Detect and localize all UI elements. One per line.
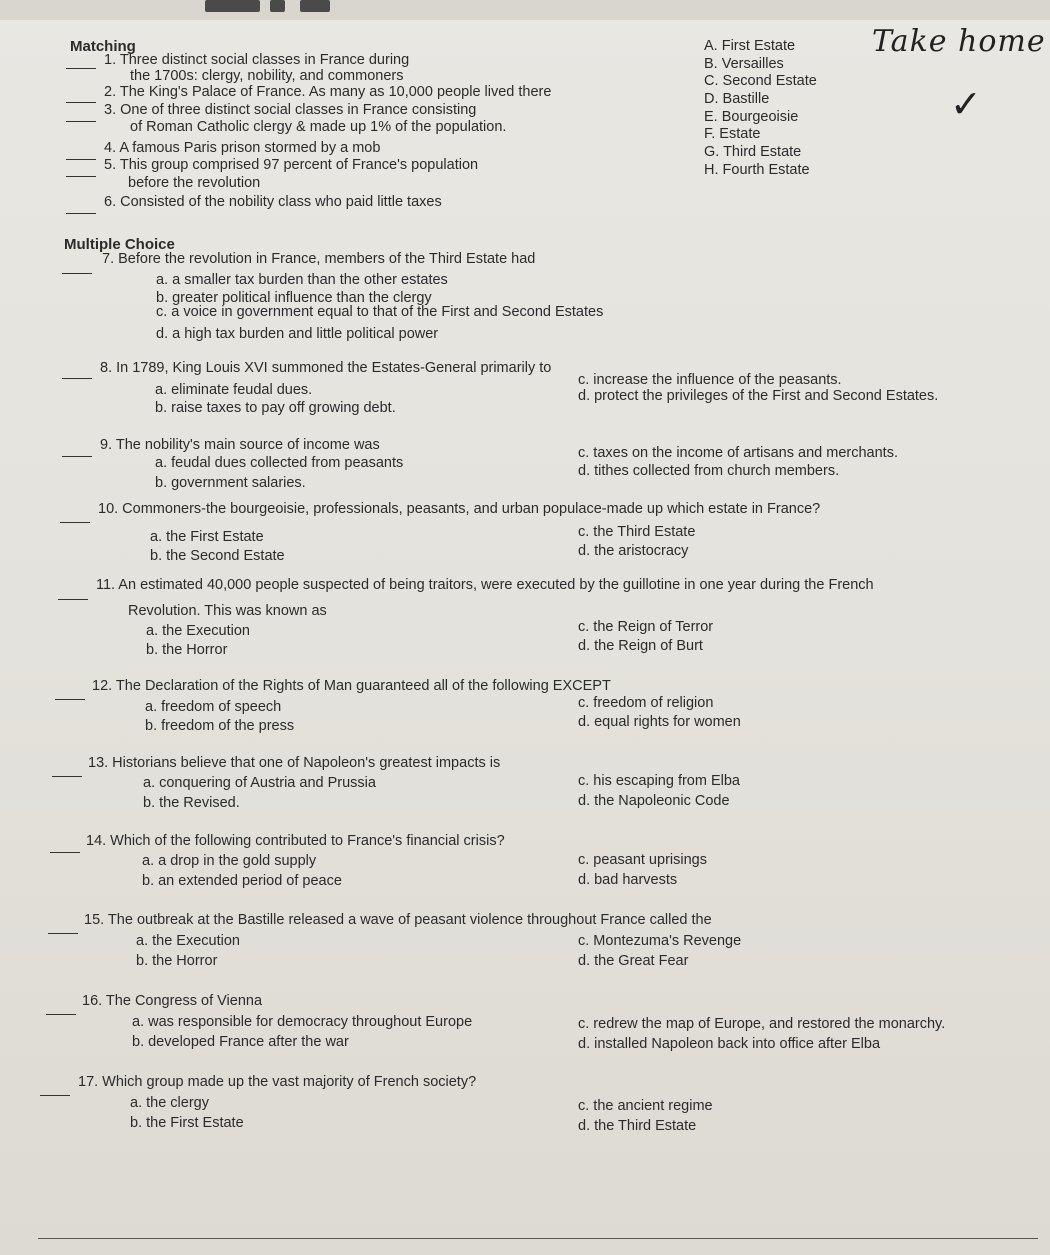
q9-option-b: b. government salaries. <box>155 475 306 491</box>
question-10: 10. Commoners-the bourgeoisie, professionals, peasants, and urban populace-made up which estate in France? <box>98 501 821 517</box>
question-8: 8. In 1789, King Louis XVI summoned the Estates-General primarily to <box>100 360 552 376</box>
option-d: D. Bastille <box>704 91 770 107</box>
answer-blank-3[interactable] <box>66 109 96 122</box>
matching-heading: Matching <box>70 38 136 55</box>
q7-option-c: c. a voice in government equal to that of the First and Second Estates <box>156 304 604 320</box>
q17-option-c: c. the ancient regime <box>578 1098 713 1114</box>
q13-option-a: a. conquering of Austria and Prussia <box>143 775 376 791</box>
q12-option-c: c. freedom of religion <box>578 695 714 711</box>
q13-option-c: c. his escaping from Elba <box>578 773 740 789</box>
question-11-cont: Revolution. This was known as <box>128 603 327 619</box>
question-7: 7. Before the revolution in France, members of the Third Estate had <box>102 251 536 267</box>
option-b: B. Versailles <box>704 56 784 72</box>
answer-blank-12[interactable] <box>55 687 85 700</box>
q12-option-a: a. freedom of speech <box>145 699 282 715</box>
q14-option-d: d. bad harvests <box>578 872 678 888</box>
answer-blank-8[interactable] <box>62 366 92 379</box>
q8-option-d: d. protect the privileges of the First and Second Estates. <box>578 388 939 404</box>
q15-option-d: d. the Great Fear <box>578 953 689 969</box>
multiple-choice-heading: Multiple Choice <box>64 236 175 253</box>
q17-option-a: a. the clergy <box>130 1095 209 1111</box>
matching-item-1: 1. Three distinct social classes in France during <box>104 52 410 68</box>
q12-option-b: b. freedom of the press <box>145 718 295 734</box>
q7-option-d: d. a high tax burden and little political power <box>156 326 439 342</box>
option-e: E. Bourgeoisie <box>704 109 799 125</box>
q9-option-a: a. feudal dues collected from peasants <box>155 455 404 471</box>
ink-smudge <box>300 0 330 12</box>
q10-option-d: d. the aristocracy <box>578 543 689 559</box>
answer-blank-17[interactable] <box>40 1083 70 1096</box>
q14-option-a: a. a drop in the gold supply <box>142 853 317 869</box>
q11-option-a: a. the Execution <box>146 623 250 639</box>
q9-option-d: d. tithes collected from church members. <box>578 463 840 479</box>
question-13: 13. Historians believe that one of Napoleon's greatest impacts is <box>88 755 501 771</box>
option-c: C. Second Estate <box>704 73 817 89</box>
question-16: 16. The Congress of Vienna <box>82 993 263 1009</box>
answer-blank-11[interactable] <box>58 587 88 600</box>
answer-blank-4[interactable] <box>66 147 96 160</box>
q10-option-c: c. the Third Estate <box>578 524 696 540</box>
answer-blank-7[interactable] <box>62 261 92 274</box>
bottom-divider <box>38 1238 1038 1239</box>
q8-option-c: c. increase the influence of the peasants. <box>578 372 842 388</box>
question-12: 12. The Declaration of the Rights of Man guaranteed all of the following EXCEPT <box>92 678 611 694</box>
q8-option-a: a. eliminate feudal dues. <box>155 382 313 398</box>
question-11: 11. An estimated 40,000 people suspected of being traitors, were executed by the guillotine in one year during the French <box>96 577 874 593</box>
q15-option-b: b. the Horror <box>136 953 218 969</box>
q14-option-c: c. peasant uprisings <box>578 852 707 868</box>
q17-option-b: b. the First Estate <box>130 1115 244 1131</box>
handwritten-note: Take home <box>872 24 1046 59</box>
q15-option-c: c. Montezuma's Revenge <box>578 933 742 949</box>
answer-blank-16[interactable] <box>46 1002 76 1015</box>
matching-item-2: 2. The King's Palace of France. As many as 10,000 people lived there <box>104 84 552 100</box>
checkmark-icon: ✓ <box>950 82 983 126</box>
q16-option-d: d. installed Napoleon back into office after Elba <box>578 1036 881 1052</box>
ink-smudge <box>270 0 285 12</box>
q16-option-b: b. developed France after the war <box>132 1034 349 1050</box>
q8-option-b: b. raise taxes to pay off growing debt. <box>155 400 396 416</box>
answer-blank-13[interactable] <box>52 764 82 777</box>
q17-option-d: d. the Third Estate <box>578 1118 697 1134</box>
answer-blank-14[interactable] <box>50 840 80 853</box>
matching-item-4: 4. A famous Paris prison stormed by a mob <box>104 140 381 156</box>
answer-blank-6[interactable] <box>66 201 96 214</box>
q16-option-c: c. redrew the map of Europe, and restored the monarchy. <box>578 1016 946 1032</box>
top-edge <box>0 0 1050 20</box>
q9-option-c: c. taxes on the income of artisans and merchants. <box>578 445 898 461</box>
option-h: H. Fourth Estate <box>704 162 810 178</box>
answer-blank-5[interactable] <box>66 164 96 177</box>
matching-item-5-cont: before the revolution <box>128 175 261 191</box>
q7-option-b: b. greater political influence than the clergy <box>156 290 432 306</box>
q10-option-b: b. the Second Estate <box>150 548 285 564</box>
matching-item-6: 6. Consisted of the nobility class who paid little taxes <box>104 194 442 210</box>
q11-option-d: d. the Reign of Burt <box>578 638 703 654</box>
answer-blank-10[interactable] <box>60 510 90 523</box>
matching-item-3-cont: of Roman Catholic clergy & made up 1% of the population. <box>130 119 507 135</box>
q14-option-b: b. an extended period of peace <box>142 873 342 889</box>
answer-blank-2[interactable] <box>66 90 96 103</box>
ink-smudge <box>205 0 260 12</box>
question-14: 14. Which of the following contributed to France's financial crisis? <box>86 833 505 849</box>
q7-option-a: a. a smaller tax burden than the other estates <box>156 272 448 288</box>
option-f: F. Estate <box>704 126 761 142</box>
q11-option-b: b. the Horror <box>146 642 228 658</box>
q15-option-a: a. the Execution <box>136 933 240 949</box>
q10-option-a: a. the First Estate <box>150 529 264 545</box>
q16-option-a: a. was responsible for democracy throughout Europe <box>132 1014 473 1030</box>
question-9: 9. The nobility's main source of income was <box>100 437 380 453</box>
answer-blank-1[interactable] <box>66 56 96 69</box>
answer-blank-9[interactable] <box>62 444 92 457</box>
matching-item-5: 5. This group comprised 97 percent of France's population <box>104 157 479 173</box>
answer-blank-15[interactable] <box>48 921 78 934</box>
q11-option-c: c. the Reign of Terror <box>578 619 714 635</box>
question-17: 17. Which group made up the vast majority of French society? <box>78 1074 477 1090</box>
option-a: A. First Estate <box>704 38 796 54</box>
option-g: G. Third Estate <box>704 144 802 160</box>
matching-item-3: 3. One of three distinct social classes in France consisting <box>104 102 477 118</box>
q13-option-d: d. the Napoleonic Code <box>578 793 730 809</box>
q12-option-d: d. equal rights for women <box>578 714 741 730</box>
q13-option-b: b. the Revised. <box>143 795 240 811</box>
question-15: 15. The outbreak at the Bastille released a wave of peasant violence throughout France called the <box>84 912 712 928</box>
matching-item-1-cont: the 1700s: clergy, nobility, and commoners <box>130 68 404 84</box>
